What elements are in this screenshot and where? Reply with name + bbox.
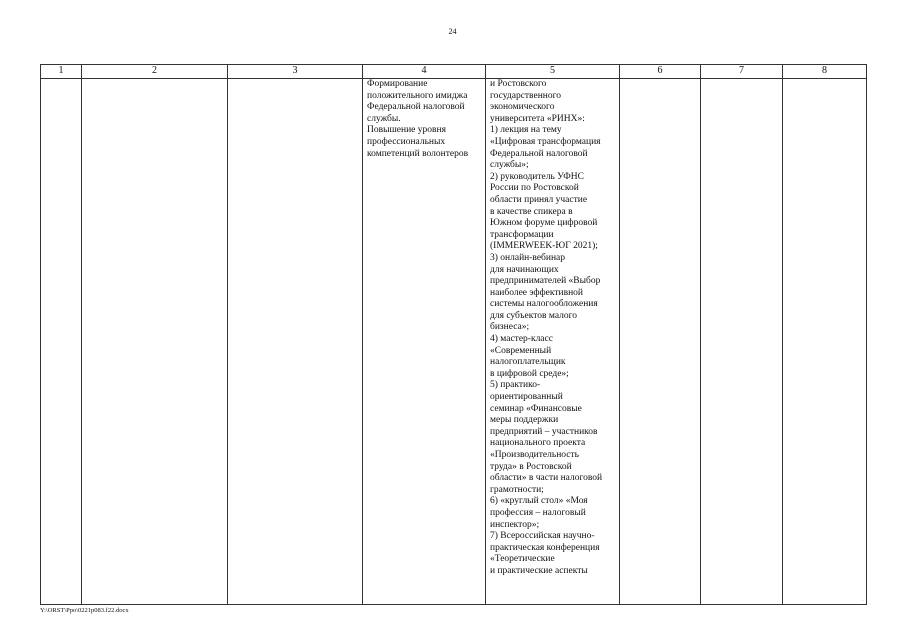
table-cell-events [486,79,620,605]
column-header-4: 4 [363,65,486,79]
table-header-row [41,65,867,79]
table-cell-1 [41,79,82,605]
column-header-3: 3 [228,65,363,79]
column-header-5: 5 [486,65,620,79]
table-cell-7 [701,79,783,605]
table-cell-3 [228,79,363,605]
column-header-7: 7 [701,65,783,79]
table-row [41,79,867,605]
column-header-2: 2 [82,65,228,79]
page-number: 24 [448,27,457,36]
corner-mark: . [862,597,864,603]
goals-text: Формирование положительного имиджа Федеральной налоговой службы. Повышение уровня профессиональных компетенций волонтеров [367,79,469,159]
table-cell-2 [82,79,228,605]
table-cell-goals [363,79,486,605]
table-cell-8 [783,79,867,605]
table-cell-6 [620,79,701,605]
column-header-8: 8 [783,65,867,79]
document-table [40,64,867,605]
footer-file-path: Y:\ORST\Ppo\0221p083.f22.docx [40,607,129,614]
column-header-1: 1 [41,65,82,79]
column-header-6: 6 [620,65,701,79]
events-text: и Ростовского государственного экономического университета «РИНХ»: 1) лекция на тему «Цифровая трансформация Федеральной налоговой службы»; 2) руководитель УФНС России по Ростовской области принял участие в качестве спикера в Южном форуме цифровой трансформации (IMMERWEEK-ЮГ 2021); 3) онлайн-вебинар для начинающих предпринимателей «Выбор наиболее эффективной системы налогообложения для субъектов малого бизнеса»; 4) мастер-класс «Современный налогоплательщик в цифровой среде»; 5) практико- ориентированный семинар «Финансовые меры поддержки предприятий – участников национального проекта «Производительность труда» в Ростовской области» в части налоговой грамотности; 6) «круглый стол» «Моя профессия – налоговый инспектор»; 7) Всероссийская научно- практическая конференция «Теоретические и практические аспекты [490,79,603,576]
